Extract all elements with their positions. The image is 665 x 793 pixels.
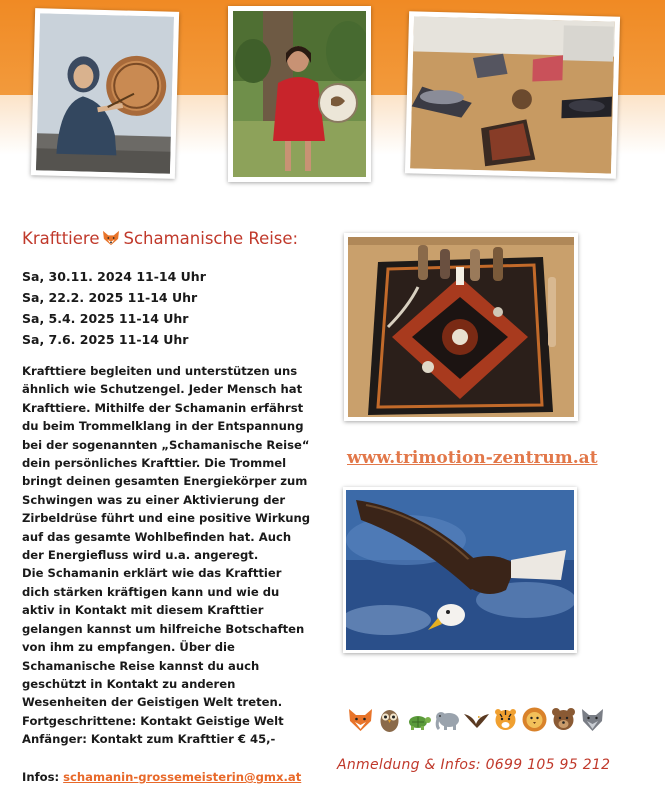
owl-icon — [376, 706, 403, 733]
room-with-mats-photo — [405, 11, 620, 178]
description-line: dich stärken kräftigen kann und wie du — [22, 584, 280, 599]
description-line: Schamanische Reise kannst du auch — [22, 658, 260, 673]
dates-list — [22, 266, 206, 350]
description-line: dein persönliches Krafttier. Die Trommel — [22, 456, 287, 471]
animal-icons-row — [347, 706, 606, 733]
description-line: du beim Trommelklang in der Entspannung — [22, 419, 304, 434]
website-link[interactable]: www.trimotion-zentrum.at — [347, 448, 598, 468]
description-line: aktiv in Kontakt mit diesem Krafttier — [22, 603, 264, 618]
tiger-icon — [492, 706, 519, 733]
person-with-drum-photo — [31, 8, 179, 179]
title-text-before: Krafttiere — [22, 229, 100, 248]
description-line: gelangen kannst um hilfreiche Botschaften — [22, 621, 305, 636]
description-line: Wesenheiten der Geistigen Welt treten. — [22, 695, 283, 710]
title-text-after: Schamanische Reise: — [123, 229, 299, 248]
fox-icon — [347, 706, 374, 733]
eagle-painting-photo — [343, 487, 577, 653]
page-title — [22, 229, 298, 248]
date-item: Sa, 22.2. 2025 11-14 Uhr — [22, 290, 198, 305]
eagle-icon — [463, 706, 490, 733]
date-item: Sa, 5.4. 2025 11-14 Uhr — [22, 311, 189, 326]
turtle-icon — [405, 706, 432, 733]
infos-label: Infos: — [22, 770, 64, 784]
woman-red-dress-drum-photo — [228, 6, 371, 182]
fox-icon — [102, 230, 120, 246]
lion-icon — [521, 706, 548, 733]
date-item: Sa, 7.6. 2025 11-14 Uhr — [22, 332, 189, 347]
description-line: bringt deinen gesamten Energiekörper zum — [22, 474, 308, 489]
description-line: Fortgeschrittene: Kontakt Geistige Welt — [22, 713, 284, 728]
wolf-icon — [579, 706, 606, 733]
description-line: der Energiefluss wird u.a. angeregt. — [22, 548, 259, 563]
description-line: von ihm zu empfangen. Über die — [22, 640, 235, 655]
description-line: Zirbeldrüse führt und eine positive Wirkung — [22, 511, 311, 526]
infos-line — [22, 770, 301, 784]
elephant-icon — [434, 706, 461, 733]
description-line: Anfänger: Kontakt zum Krafttier € 45,- — [22, 732, 276, 747]
shamanic-altar-photo — [344, 233, 578, 421]
description-line: Schwingen was zu einer Aktivierung der — [22, 492, 286, 507]
email-link[interactable]: schamanin-grossemeisterin@gmx.at — [63, 770, 302, 784]
description-line: Die Schamanin erklärt wie das Krafttier — [22, 566, 282, 581]
description-line: auf das gesamte Wohlbefinden hat. Auch — [22, 529, 292, 544]
registration-info: Anmeldung & Infos: 0699 105 95 212 — [337, 757, 611, 773]
description-line: Krafttiere begleiten und unterstützen uns — [22, 364, 298, 378]
description-line: ähnlich wie Schutzengel. Jeder Mensch hat — [22, 382, 303, 397]
description-line: Krafttiere. Mithilfe der Schamanin erfährst — [22, 400, 304, 415]
description-text — [22, 362, 322, 749]
date-item: Sa, 30.11. 2024 11-14 Uhr — [22, 269, 206, 284]
bear-icon — [550, 706, 577, 733]
description-line: bei der sogenannten „Schamanische Reise“ — [22, 437, 310, 452]
description-line: geschützt in Kontakt zu anderen — [22, 676, 236, 691]
